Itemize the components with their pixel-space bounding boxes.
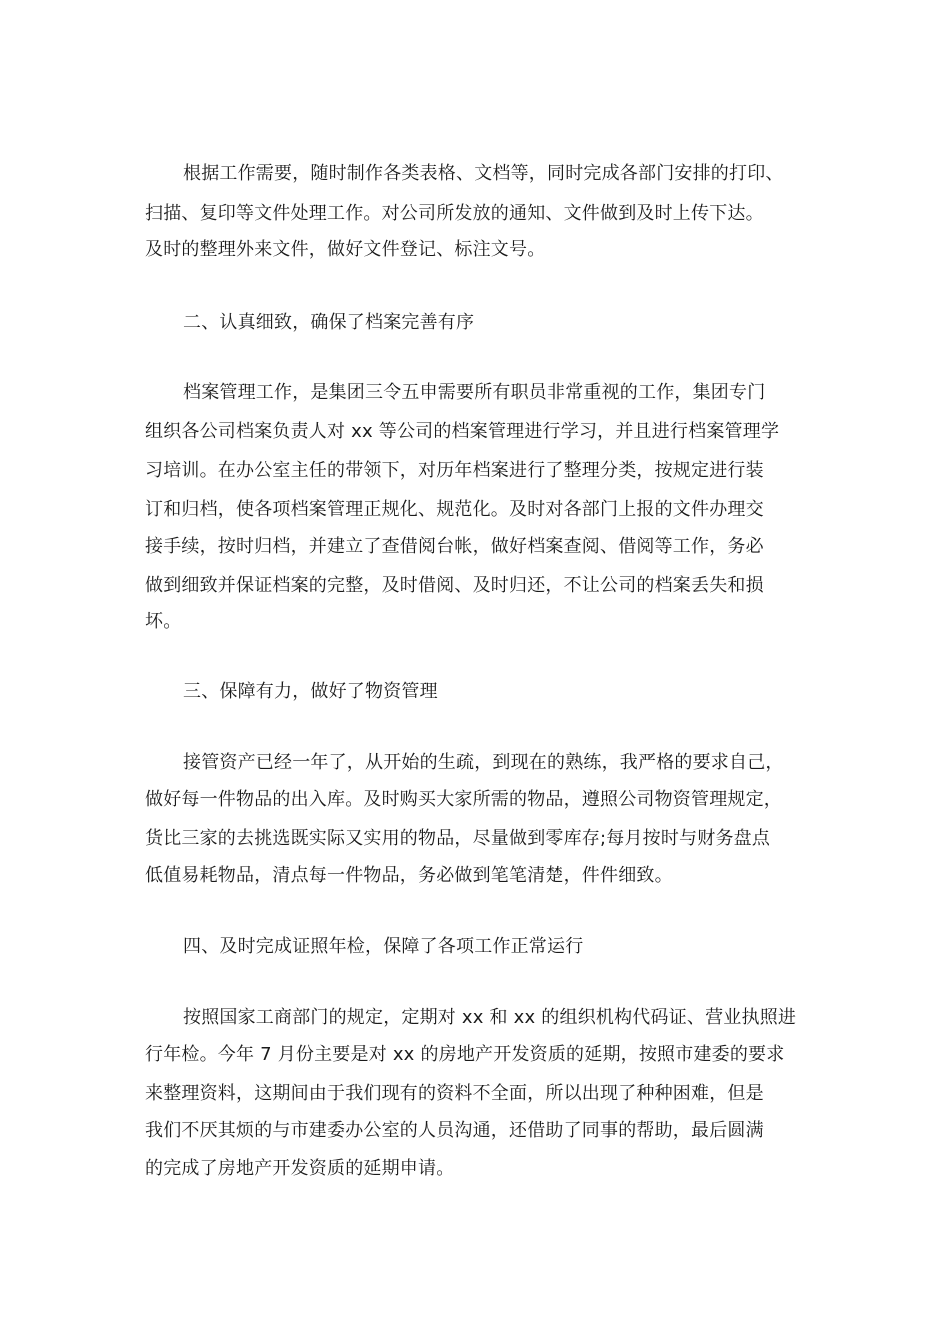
paragraph-line: 坏。 bbox=[145, 611, 182, 632]
paragraph-line: 档案管理工作，是集团三令五申需要所有职员非常重视的工作，集团专门 bbox=[183, 382, 766, 403]
paragraph-line: 组织各公司档案负责人对 xx 等公司的档案管理进行学习，并且进行档案管理学 bbox=[145, 421, 780, 442]
paragraph-line: 做好每一件物品的出入库。及时购买大家所需的物品，遵照公司物资管理规定， bbox=[145, 789, 782, 810]
paragraph-line: 做到细致并保证档案的完整，及时借阅、及时归还，不让公司的档案丢失和损 bbox=[145, 575, 764, 596]
section-heading: 二、认真细致，确保了档案完善有序 bbox=[183, 312, 475, 333]
paragraph-line: 低值易耗物品，清点每一件物品，务必做到笔笔清楚，件件细致。 bbox=[145, 865, 673, 886]
paragraph-line: 行年检。今年 7 月份主要是对 xx 的房地产开发资质的延期，按照市建委的要求 bbox=[145, 1044, 785, 1065]
section-heading: 三、保障有力，做好了物资管理 bbox=[183, 681, 438, 702]
paragraph-line: 来整理资料，这期间由于我们现有的资料不全面，所以出现了种种困难，但是 bbox=[145, 1083, 764, 1104]
paragraph-line: 及时的整理外来文件，做好文件登记、标注文号。 bbox=[145, 239, 546, 260]
paragraph-line: 订和归档，使各项档案管理正规化、规范化。及时对各部门上报的文件办理交 bbox=[145, 499, 764, 520]
paragraph-line: 习培训。在办公室主任的带领下，对历年档案进行了整理分类，按规定进行装 bbox=[145, 460, 764, 481]
paragraph-line: 扫描、复印等文件处理工作。对公司所发放的通知、文件做到及时上传下达。 bbox=[145, 203, 764, 224]
paragraph-line: 我们不厌其烦的与市建委办公室的人员沟通，还借助了同事的帮助，最后圆满 bbox=[145, 1120, 764, 1141]
paragraph-line: 按照国家工商部门的规定，定期对 xx 和 xx 的组织机构代码证、营业执照进 bbox=[183, 1007, 797, 1028]
paragraph-line: 接手续，按时归档，并建立了查借阅台帐，做好档案查阅、借阅等工作，务必 bbox=[145, 536, 764, 557]
paragraph-line: 接管资产已经一年了，从开始的生疏，到现在的熟练，我严格的要求自己， bbox=[183, 752, 784, 773]
paragraph-line: 货比三家的去挑选既实际又实用的物品，尽量做到零库存;每月按时与财务盘点 bbox=[145, 828, 771, 849]
paragraph-line: 根据工作需要，随时制作各类表格、文档等，同时完成各部门安排的打印、 bbox=[183, 163, 784, 184]
section-heading: 四、及时完成证照年检，保障了各项工作正常运行 bbox=[183, 936, 584, 957]
paragraph-line: 的完成了房地产开发资质的延期申请。 bbox=[145, 1158, 455, 1179]
